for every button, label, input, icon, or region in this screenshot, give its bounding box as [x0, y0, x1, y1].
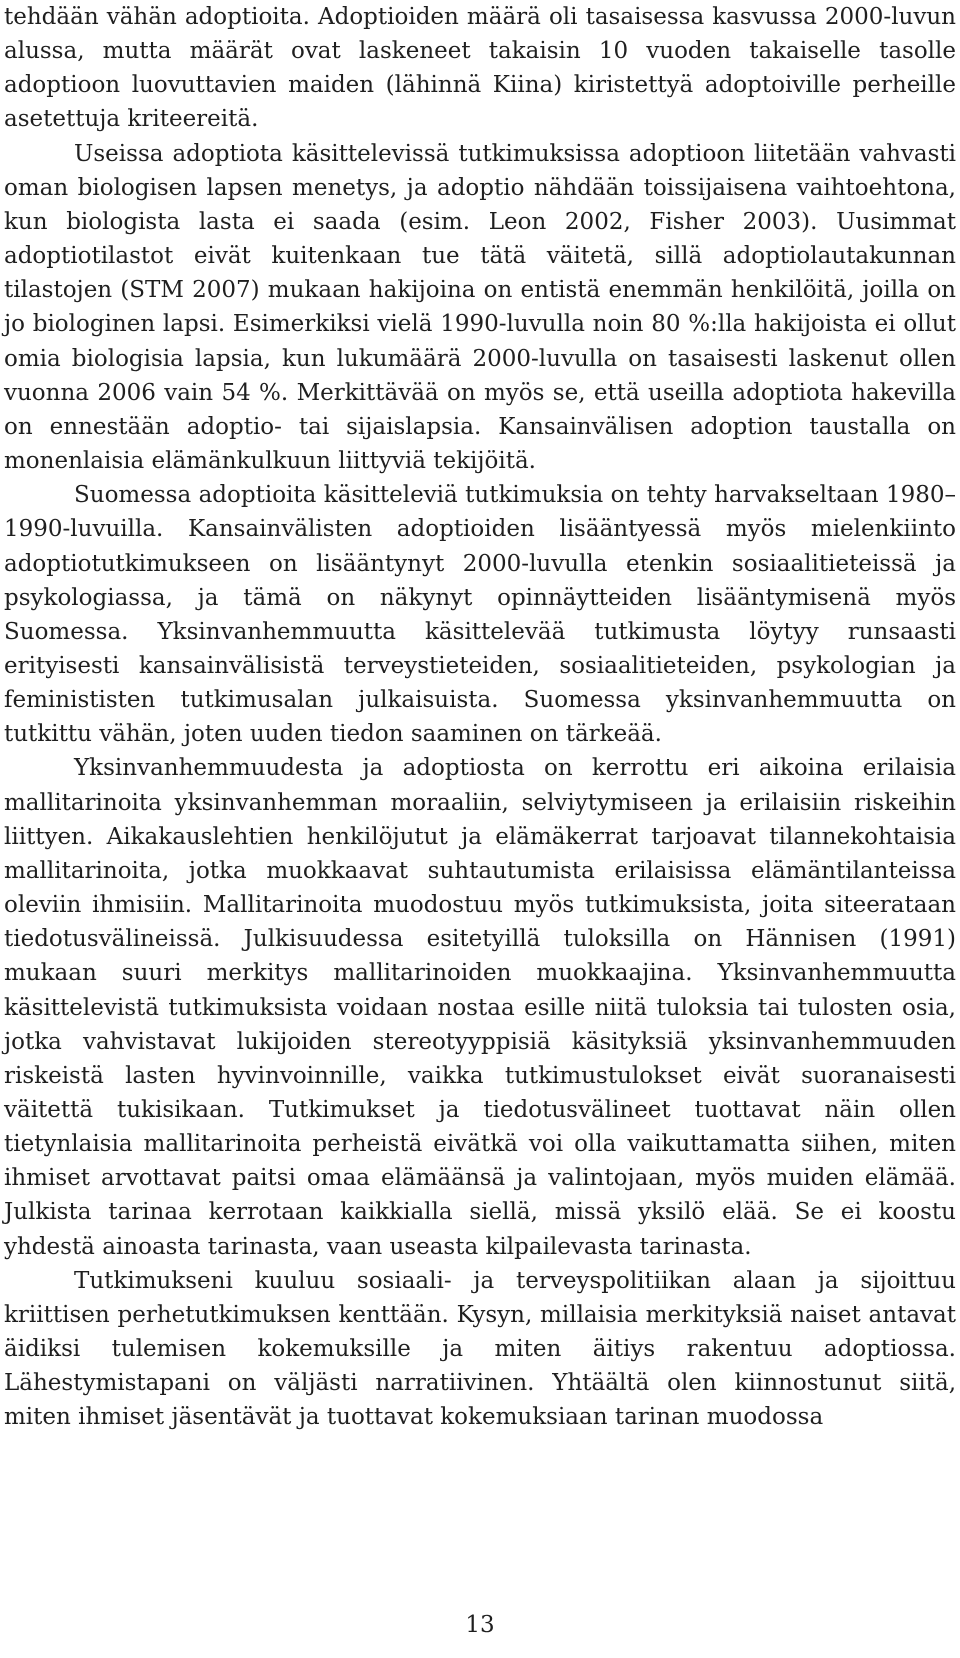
paragraph-biological-loss: Useissa adoptiota käsittelevissä tutkimuksissa adoptioon liitetään vahvasti oman biologisen lapsen menetys, ja adoptio nähdään toissijaisena vaihtoehtona, kun biologista lasta ei saada (esim. Leon 2002, Fisher 2003). Uusimmat adoptiotilastot eivät kuitenkaan tue tätä väitetä, sillä adoptiolautakunnan tilastojen (STM 2007) mukaan hakijoina on entistä enemmän henkilöitä, joilla on jo biologinen lapsi. Esimerkiksi vielä 1990-luvulla noin 80 %:lla hakijoista ei ollut omia biologisia lapsia, kun lukumäärä 2000-luvulla on tasaisesti laskenut ollen vuonna 2006 vain 54 %. Merkittävää on myös se, että useilla adoptiota hakevilla on ennestään adoptio- tai sijaislapsia. Kansainvälisen adoption taustalla on monenlaisia elämänkulkuun liittyviä tekijöitä.: [4, 140, 956, 475]
paragraph-model-stories: Yksinvanhemmuudesta ja adoptiosta on kerrottu eri aikoina erilaisia mallitarinoita yksinvanhemman moraaliin, selviytymiseen ja erilaisiin riskeihin liittyen. Aikakauslehtien henkilöjutut ja elämäkerrat tarjoavat tilannekohtaisia mallitarinoita, jotka muokkaavat suhtautumista erilaisissa elämäntilanteissa oleviin ihmisiin. Mallitarinoita muodostuu myös tutkimuksista, joita siteerataan tiedotusvälineissä. Julkisuudessa esitetyillä tuloksilla on Hännisen (1991) mukaan suuri merkitys mallitarinoiden muokkaajina. Yksinvanhemmuutta käsittelevistä tutkimuksista voidaan nostaa esille niitä tuloksia tai tulosten osia, jotka vahvistavat lukijoiden stereotyyppisiä käsityksiä yksinvanhemmuuden riskeistä lasten hyvinvoinnille, vaikka tutkimustulokset eivät suoranaisesti väitettä tukisikaan. Tutkimukset ja tiedotusvälineet tuottavat näin ollen tietynlaisia mallitarinoita perheistä eivätkä voi olla vaikuttamatta siihen, miten ihmiset arvottavat paitsi omaa elämäänsä ja valintojaan, myös muiden elämää. Julkista tarinaa kerrotaan kaikkialla siellä, missä yksilö elää. Se ei koostu yhdestä ainoasta tarinasta, vaan useasta kilpailevasta tarinasta.: [4, 755, 956, 1260]
page-body: [4, 0, 956, 1435]
paragraph-research-in-finland: Suomessa adoptioita käsitteleviä tutkimuksia on tehty harvakseltaan 1980–1990-luvuilla. Kansainvälisten adoptioiden lisääntyessä myös mielenkiinto adoptiotutkimukseen on lisääntynyt 2000-luvulla etenkin sosiaalitieteissä ja psykologiassa, ja tämä on näkynyt opinnäytteiden lisääntymisenä myös Suomessa. Yksinvanhemmuutta käsittelevää tutkimusta löytyy runsaasti erityisesti kansainvälisistä terveystieteiden, sosiaalitieteiden, psykologian ja feminististen tutkimusalan julkaisuista. Suomessa yksinvanhemmuutta on tutkittu vähän, joten uuden tiedon saaminen on tärkeää.: [4, 482, 956, 748]
paragraph-continuation: tehdään vähän adoptioita. Adoptioiden määrä oli tasaisessa kasvussa 2000-luvun alussa, mutta määrät ovat laskeneet takaisin 10 vuoden takaiselle tasolle adoptioon luovuttavien maiden (lähinnä Kiina) kiristettyä adoptoiville perheille asetettuja kriteereitä.: [4, 4, 956, 133]
paragraph-research-field: Tutkimukseni kuuluu sosiaali- ja terveyspolitiikan alaan ja sijoittuu kriittisen perhetutkimuksen kenttään. Kysyn, millaisia merkityksiä naiset antavat äidiksi tulemisen kokemuksille ja miten äitiys rakentuu adoptiossa. Lähestymistapani on väljästi narratiivinen. Yhtäältä olen kiinnostunut siitä, miten ihmiset jäsentävät ja tuottavat kokemuksiaan tarinan muodossa: [4, 1267, 956, 1431]
page-number: 13: [465, 1612, 495, 1638]
